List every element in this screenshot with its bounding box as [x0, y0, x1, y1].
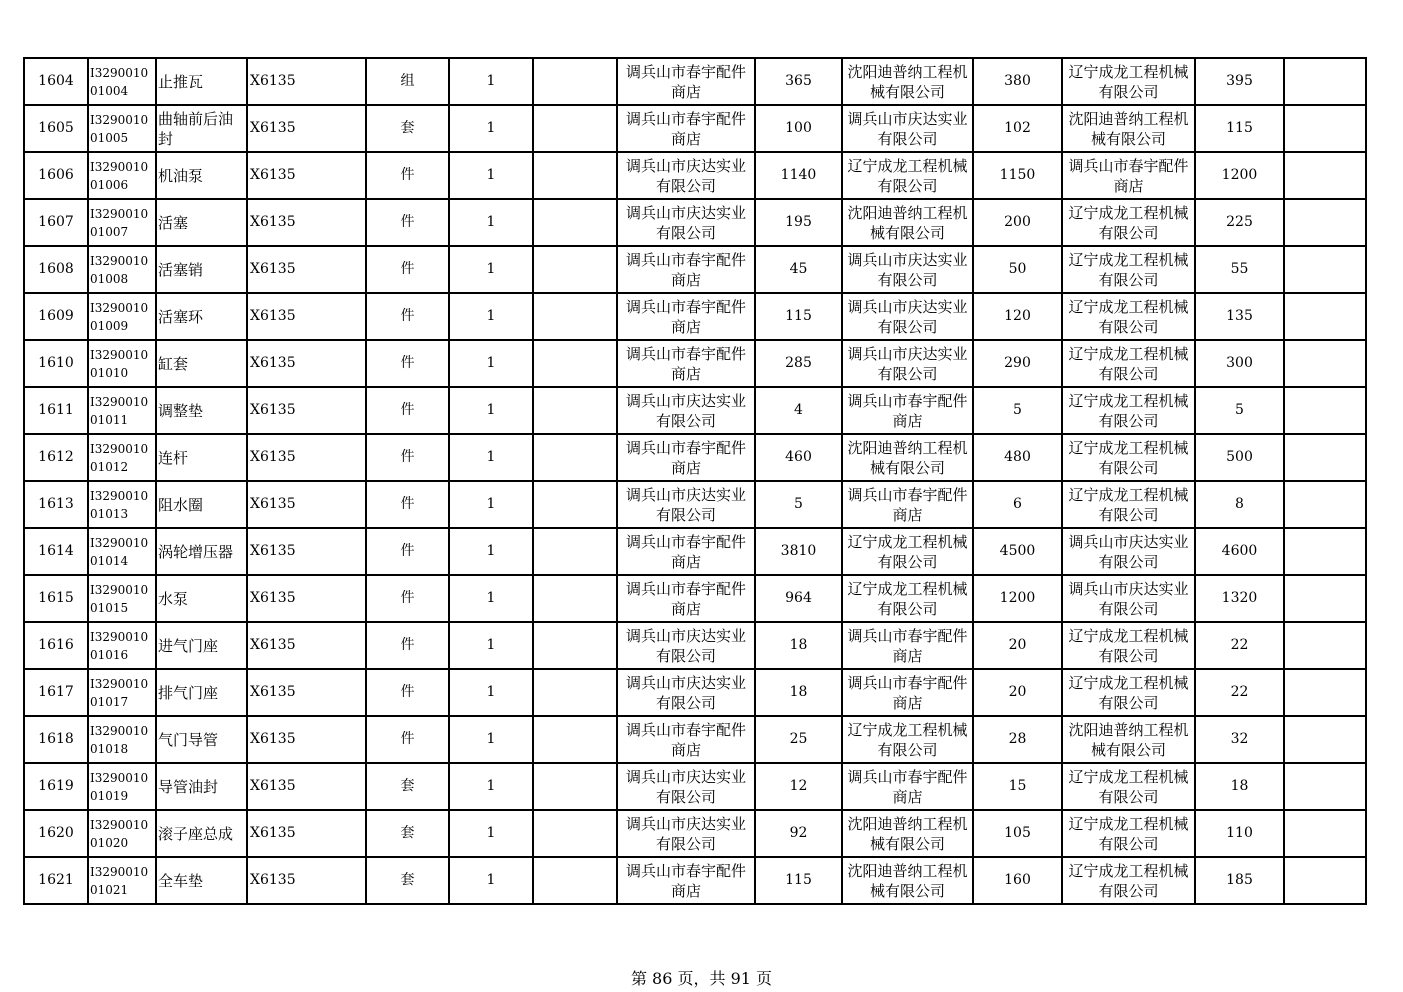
model-cell: X6135: [247, 575, 366, 622]
model-cell: X6135: [247, 340, 366, 387]
supplier-1-cell: 调兵山市春宇配件商店: [617, 246, 755, 293]
part-name-cell: 活塞: [156, 199, 247, 246]
price-3-cell: 8: [1195, 481, 1284, 528]
blank-cell: [533, 434, 617, 481]
supplier-3-cell: 辽宁成龙工程机械有限公司: [1062, 340, 1195, 387]
blank-cell: [533, 152, 617, 199]
table-row: [24, 716, 1366, 763]
price-1-cell: 4: [755, 387, 842, 434]
material-code-cell: I329001001013: [88, 481, 156, 528]
price-2-cell: 105: [973, 810, 1062, 857]
material-code-cell: I329001001015: [88, 575, 156, 622]
supplier-3-cell: 辽宁成龙工程机械有限公司: [1062, 199, 1195, 246]
unit-cell: 件: [366, 387, 449, 434]
page-footer: 第 86 页，共 91 页: [630, 969, 773, 988]
material-code-cell: I329001001018: [88, 716, 156, 763]
model-cell: X6135: [247, 434, 366, 481]
remark-cell: [1284, 199, 1366, 246]
remark-cell: [1284, 340, 1366, 387]
model-cell: X6135: [247, 246, 366, 293]
row-number-cell: 1611: [24, 387, 88, 434]
price-1-cell: 365: [755, 58, 842, 105]
supplier-2-cell: 沈阳迪普纳工程机械有限公司: [842, 199, 973, 246]
table-row: [24, 199, 1366, 246]
quantity-cell: 1: [449, 528, 533, 575]
table-row: [24, 58, 1366, 105]
unit-cell: 件: [366, 434, 449, 481]
parts-quote-table: [23, 57, 1367, 905]
supplier-2-cell: 调兵山市春宇配件商店: [842, 387, 973, 434]
model-cell: X6135: [247, 293, 366, 340]
blank-cell: [533, 340, 617, 387]
price-1-cell: 3810: [755, 528, 842, 575]
part-name-cell: 调整垫: [156, 387, 247, 434]
price-2-cell: 380: [973, 58, 1062, 105]
supplier-1-cell: 调兵山市春宇配件商店: [617, 716, 755, 763]
material-code-cell: I329001001005: [88, 105, 156, 152]
remark-cell: [1284, 105, 1366, 152]
quantity-cell: 1: [449, 763, 533, 810]
supplier-2-cell: 辽宁成龙工程机械有限公司: [842, 575, 973, 622]
price-3-cell: 5: [1195, 387, 1284, 434]
supplier-1-cell: 调兵山市庆达实业有限公司: [617, 481, 755, 528]
supplier-3-cell: 辽宁成龙工程机械有限公司: [1062, 246, 1195, 293]
supplier-2-cell: 调兵山市庆达实业有限公司: [842, 246, 973, 293]
supplier-3-cell: 辽宁成龙工程机械有限公司: [1062, 58, 1195, 105]
price-3-cell: 4600: [1195, 528, 1284, 575]
quantity-cell: 1: [449, 105, 533, 152]
price-2-cell: 1200: [973, 575, 1062, 622]
unit-cell: 件: [366, 199, 449, 246]
supplier-2-cell: 沈阳迪普纳工程机械有限公司: [842, 857, 973, 904]
price-1-cell: 964: [755, 575, 842, 622]
price-2-cell: 28: [973, 716, 1062, 763]
remark-cell: [1284, 528, 1366, 575]
price-1-cell: 18: [755, 622, 842, 669]
model-cell: X6135: [247, 528, 366, 575]
table-row: [24, 575, 1366, 622]
supplier-2-cell: 调兵山市庆达实业有限公司: [842, 105, 973, 152]
quantity-cell: 1: [449, 622, 533, 669]
part-name-cell: 活塞环: [156, 293, 247, 340]
price-1-cell: 285: [755, 340, 842, 387]
material-code-cell: I329001001011: [88, 387, 156, 434]
price-3-cell: 185: [1195, 857, 1284, 904]
supplier-1-cell: 调兵山市春宇配件商店: [617, 857, 755, 904]
supplier-2-cell: 调兵山市春宇配件商店: [842, 669, 973, 716]
price-1-cell: 12: [755, 763, 842, 810]
quantity-cell: 1: [449, 387, 533, 434]
remark-cell: [1284, 622, 1366, 669]
blank-cell: [533, 293, 617, 340]
table-body: [24, 58, 1366, 904]
supplier-1-cell: 调兵山市春宇配件商店: [617, 340, 755, 387]
blank-cell: [533, 669, 617, 716]
model-cell: X6135: [247, 622, 366, 669]
unit-cell: 套: [366, 763, 449, 810]
quantity-cell: 1: [449, 434, 533, 481]
quantity-cell: 1: [449, 716, 533, 763]
part-name-cell: 导管油封: [156, 763, 247, 810]
remark-cell: [1284, 152, 1366, 199]
part-name-cell: 阻水圈: [156, 481, 247, 528]
material-code-cell: I329001001009: [88, 293, 156, 340]
price-1-cell: 460: [755, 434, 842, 481]
price-3-cell: 1200: [1195, 152, 1284, 199]
remark-cell: [1284, 716, 1366, 763]
price-2-cell: 160: [973, 857, 1062, 904]
remark-cell: [1284, 857, 1366, 904]
material-code-cell: I329001001021: [88, 857, 156, 904]
model-cell: X6135: [247, 105, 366, 152]
model-cell: X6135: [247, 481, 366, 528]
quantity-cell: 1: [449, 810, 533, 857]
supplier-1-cell: 调兵山市庆达实业有限公司: [617, 763, 755, 810]
supplier-1-cell: 调兵山市庆达实业有限公司: [617, 199, 755, 246]
row-number-cell: 1606: [24, 152, 88, 199]
model-cell: X6135: [247, 387, 366, 434]
part-name-cell: 水泵: [156, 575, 247, 622]
price-2-cell: 120: [973, 293, 1062, 340]
quantity-cell: 1: [449, 58, 533, 105]
row-number-cell: 1612: [24, 434, 88, 481]
supplier-2-cell: 调兵山市春宇配件商店: [842, 622, 973, 669]
supplier-1-cell: 调兵山市庆达实业有限公司: [617, 387, 755, 434]
material-code-cell: I329001001004: [88, 58, 156, 105]
price-3-cell: 500: [1195, 434, 1284, 481]
unit-cell: 套: [366, 105, 449, 152]
material-code-cell: I329001001020: [88, 810, 156, 857]
part-name-cell: 滚子座总成: [156, 810, 247, 857]
remark-cell: [1284, 387, 1366, 434]
unit-cell: 件: [366, 669, 449, 716]
supplier-2-cell: 辽宁成龙工程机械有限公司: [842, 528, 973, 575]
remark-cell: [1284, 669, 1366, 716]
supplier-2-cell: 沈阳迪普纳工程机械有限公司: [842, 810, 973, 857]
material-code-cell: I329001001019: [88, 763, 156, 810]
part-name-cell: 活塞销: [156, 246, 247, 293]
supplier-2-cell: 调兵山市春宇配件商店: [842, 763, 973, 810]
table-row: [24, 387, 1366, 434]
price-2-cell: 480: [973, 434, 1062, 481]
table-row: [24, 622, 1366, 669]
remark-cell: [1284, 575, 1366, 622]
part-name-cell: 进气门座: [156, 622, 247, 669]
material-code-cell: I329001001007: [88, 199, 156, 246]
price-1-cell: 18: [755, 669, 842, 716]
unit-cell: 件: [366, 575, 449, 622]
supplier-1-cell: 调兵山市春宇配件商店: [617, 528, 755, 575]
material-code-cell: I329001001014: [88, 528, 156, 575]
model-cell: X6135: [247, 58, 366, 105]
remark-cell: [1284, 434, 1366, 481]
unit-cell: 件: [366, 293, 449, 340]
table-row: [24, 763, 1366, 810]
supplier-2-cell: 沈阳迪普纳工程机械有限公司: [842, 58, 973, 105]
blank-cell: [533, 528, 617, 575]
row-number-cell: 1610: [24, 340, 88, 387]
table-row: [24, 481, 1366, 528]
supplier-3-cell: 辽宁成龙工程机械有限公司: [1062, 622, 1195, 669]
quantity-cell: 1: [449, 199, 533, 246]
supplier-2-cell: 调兵山市庆达实业有限公司: [842, 293, 973, 340]
table-row: [24, 340, 1366, 387]
blank-cell: [533, 58, 617, 105]
part-name-cell: 曲轴前后油封: [156, 105, 247, 152]
row-number-cell: 1621: [24, 857, 88, 904]
model-cell: X6135: [247, 199, 366, 246]
unit-cell: 件: [366, 246, 449, 293]
quantity-cell: 1: [449, 246, 533, 293]
material-code-cell: I329001001016: [88, 622, 156, 669]
blank-cell: [533, 622, 617, 669]
supplier-3-cell: 辽宁成龙工程机械有限公司: [1062, 810, 1195, 857]
material-code-cell: I329001001012: [88, 434, 156, 481]
row-number-cell: 1605: [24, 105, 88, 152]
price-2-cell: 102: [973, 105, 1062, 152]
price-2-cell: 200: [973, 199, 1062, 246]
remark-cell: [1284, 58, 1366, 105]
price-2-cell: 20: [973, 669, 1062, 716]
part-name-cell: 全车垫: [156, 857, 247, 904]
quantity-cell: 1: [449, 575, 533, 622]
price-1-cell: 5: [755, 481, 842, 528]
blank-cell: [533, 199, 617, 246]
supplier-1-cell: 调兵山市春宇配件商店: [617, 575, 755, 622]
remark-cell: [1284, 481, 1366, 528]
blank-cell: [533, 387, 617, 434]
row-number-cell: 1614: [24, 528, 88, 575]
row-number-cell: 1607: [24, 199, 88, 246]
blank-cell: [533, 105, 617, 152]
model-cell: X6135: [247, 763, 366, 810]
supplier-3-cell: 沈阳迪普纳工程机械有限公司: [1062, 716, 1195, 763]
supplier-3-cell: 辽宁成龙工程机械有限公司: [1062, 857, 1195, 904]
price-3-cell: 32: [1195, 716, 1284, 763]
supplier-3-cell: 辽宁成龙工程机械有限公司: [1062, 434, 1195, 481]
quantity-cell: 1: [449, 152, 533, 199]
remark-cell: [1284, 810, 1366, 857]
price-1-cell: 115: [755, 857, 842, 904]
row-number-cell: 1609: [24, 293, 88, 340]
price-3-cell: 1320: [1195, 575, 1284, 622]
row-number-cell: 1615: [24, 575, 88, 622]
unit-cell: 套: [366, 857, 449, 904]
price-3-cell: 300: [1195, 340, 1284, 387]
price-1-cell: 92: [755, 810, 842, 857]
row-number-cell: 1604: [24, 58, 88, 105]
blank-cell: [533, 716, 617, 763]
row-number-cell: 1619: [24, 763, 88, 810]
table-row: [24, 857, 1366, 904]
part-name-cell: 涡轮增压器: [156, 528, 247, 575]
row-number-cell: 1617: [24, 669, 88, 716]
unit-cell: 件: [366, 528, 449, 575]
quantity-cell: 1: [449, 340, 533, 387]
supplier-1-cell: 调兵山市庆达实业有限公司: [617, 622, 755, 669]
supplier-2-cell: 调兵山市庆达实业有限公司: [842, 340, 973, 387]
row-number-cell: 1618: [24, 716, 88, 763]
price-2-cell: 50: [973, 246, 1062, 293]
supplier-1-cell: 调兵山市春宇配件商店: [617, 58, 755, 105]
model-cell: X6135: [247, 857, 366, 904]
quantity-cell: 1: [449, 669, 533, 716]
supplier-3-cell: 调兵山市庆达实业有限公司: [1062, 575, 1195, 622]
material-code-cell: I329001001010: [88, 340, 156, 387]
blank-cell: [533, 857, 617, 904]
price-2-cell: 290: [973, 340, 1062, 387]
unit-cell: 件: [366, 716, 449, 763]
supplier-2-cell: 沈阳迪普纳工程机械有限公司: [842, 434, 973, 481]
supplier-3-cell: 调兵山市春宇配件商店: [1062, 152, 1195, 199]
material-code-cell: I329001001008: [88, 246, 156, 293]
part-name-cell: 机油泵: [156, 152, 247, 199]
price-1-cell: 100: [755, 105, 842, 152]
table-row: [24, 105, 1366, 152]
supplier-3-cell: 辽宁成龙工程机械有限公司: [1062, 481, 1195, 528]
price-1-cell: 1140: [755, 152, 842, 199]
row-number-cell: 1608: [24, 246, 88, 293]
model-cell: X6135: [247, 716, 366, 763]
blank-cell: [533, 481, 617, 528]
quantity-cell: 1: [449, 481, 533, 528]
part-name-cell: 止推瓦: [156, 58, 247, 105]
price-3-cell: 395: [1195, 58, 1284, 105]
supplier-3-cell: 辽宁成龙工程机械有限公司: [1062, 763, 1195, 810]
unit-cell: 件: [366, 340, 449, 387]
part-name-cell: 连杆: [156, 434, 247, 481]
price-2-cell: 5: [973, 387, 1062, 434]
remark-cell: [1284, 763, 1366, 810]
quantity-cell: 1: [449, 857, 533, 904]
model-cell: X6135: [247, 810, 366, 857]
price-3-cell: 22: [1195, 669, 1284, 716]
supplier-2-cell: 调兵山市春宇配件商店: [842, 481, 973, 528]
supplier-1-cell: 调兵山市庆达实业有限公司: [617, 810, 755, 857]
model-cell: X6135: [247, 669, 366, 716]
supplier-3-cell: 辽宁成龙工程机械有限公司: [1062, 293, 1195, 340]
unit-cell: 件: [366, 481, 449, 528]
table-row: [24, 810, 1366, 857]
quantity-cell: 1: [449, 293, 533, 340]
remark-cell: [1284, 293, 1366, 340]
price-2-cell: 15: [973, 763, 1062, 810]
table-row: [24, 293, 1366, 340]
price-1-cell: 25: [755, 716, 842, 763]
blank-cell: [533, 575, 617, 622]
part-name-cell: 气门导管: [156, 716, 247, 763]
supplier-2-cell: 辽宁成龙工程机械有限公司: [842, 716, 973, 763]
price-3-cell: 55: [1195, 246, 1284, 293]
table-row: [24, 246, 1366, 293]
price-1-cell: 195: [755, 199, 842, 246]
price-3-cell: 115: [1195, 105, 1284, 152]
remark-cell: [1284, 246, 1366, 293]
supplier-1-cell: 调兵山市春宇配件商店: [617, 434, 755, 481]
supplier-3-cell: 沈阳迪普纳工程机械有限公司: [1062, 105, 1195, 152]
part-name-cell: 排气门座: [156, 669, 247, 716]
supplier-1-cell: 调兵山市庆达实业有限公司: [617, 152, 755, 199]
supplier-3-cell: 调兵山市庆达实业有限公司: [1062, 528, 1195, 575]
unit-cell: 组: [366, 58, 449, 105]
blank-cell: [533, 246, 617, 293]
unit-cell: 件: [366, 622, 449, 669]
supplier-1-cell: 调兵山市春宇配件商店: [617, 293, 755, 340]
blank-cell: [533, 810, 617, 857]
model-cell: X6135: [247, 152, 366, 199]
unit-cell: 件: [366, 152, 449, 199]
supplier-1-cell: 调兵山市庆达实业有限公司: [617, 669, 755, 716]
price-3-cell: 135: [1195, 293, 1284, 340]
table-row: [24, 669, 1366, 716]
table-row: [24, 434, 1366, 481]
unit-cell: 套: [366, 810, 449, 857]
supplier-3-cell: 辽宁成龙工程机械有限公司: [1062, 669, 1195, 716]
table-row: [24, 528, 1366, 575]
price-2-cell: 6: [973, 481, 1062, 528]
supplier-2-cell: 辽宁成龙工程机械有限公司: [842, 152, 973, 199]
row-number-cell: 1616: [24, 622, 88, 669]
material-code-cell: I329001001006: [88, 152, 156, 199]
price-2-cell: 20: [973, 622, 1062, 669]
price-2-cell: 1150: [973, 152, 1062, 199]
part-name-cell: 缸套: [156, 340, 247, 387]
row-number-cell: 1620: [24, 810, 88, 857]
supplier-3-cell: 辽宁成龙工程机械有限公司: [1062, 387, 1195, 434]
price-1-cell: 115: [755, 293, 842, 340]
price-3-cell: 22: [1195, 622, 1284, 669]
price-3-cell: 225: [1195, 199, 1284, 246]
row-number-cell: 1613: [24, 481, 88, 528]
supplier-1-cell: 调兵山市春宇配件商店: [617, 105, 755, 152]
table-row: [24, 152, 1366, 199]
blank-cell: [533, 763, 617, 810]
price-3-cell: 18: [1195, 763, 1284, 810]
price-2-cell: 4500: [973, 528, 1062, 575]
price-3-cell: 110: [1195, 810, 1284, 857]
material-code-cell: I329001001017: [88, 669, 156, 716]
price-1-cell: 45: [755, 246, 842, 293]
